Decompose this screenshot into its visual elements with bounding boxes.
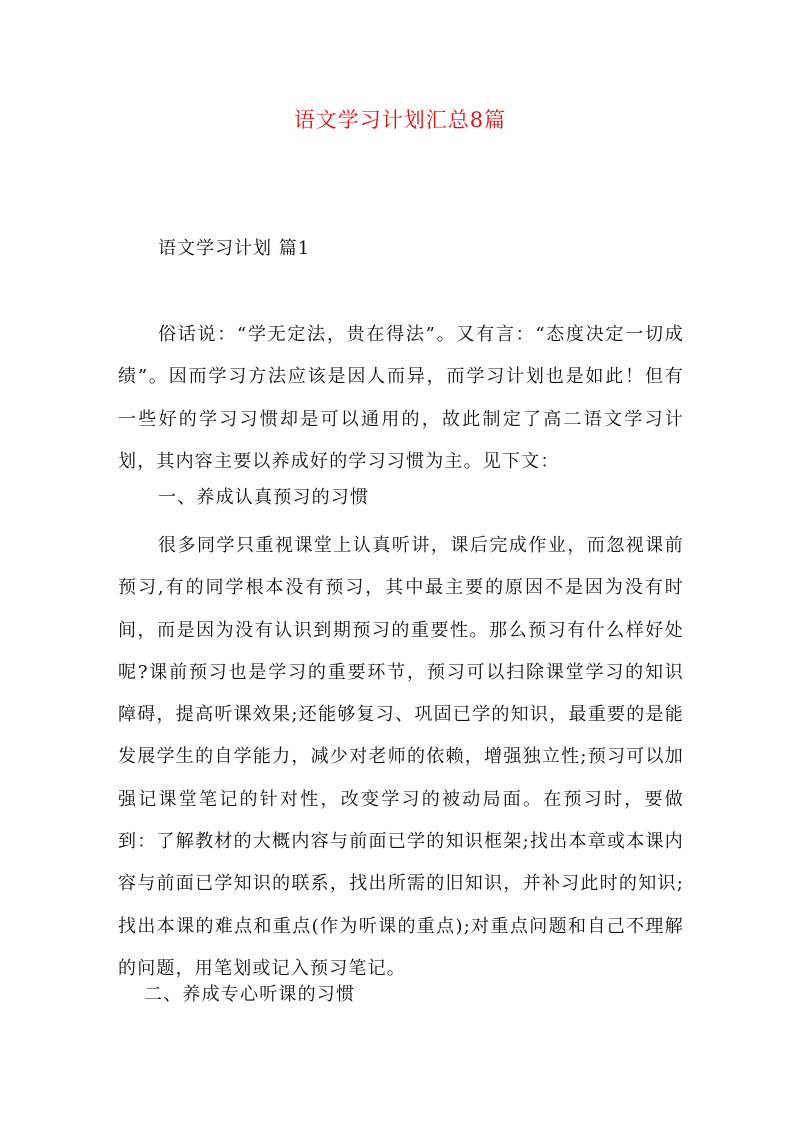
- document-title: 语文学习计划汇总8篇: [293, 108, 507, 132]
- heading-listening-habit: 二、养成专心听课的习惯: [144, 984, 356, 1005]
- intro-paragraph: 俗话说：“学无定法，贵在得法”。又有言：“态度决定一切成绩”。因而学习方法应该是因人而异，而学习计划也是如此！但有一些好的学习习惯却是可以通用的，故此制定了高二语文学习计划，其内容主要以养成好的学习习惯为主。见下文：: [118, 324, 684, 472]
- section-subheading: 语文学习计划 篇1: [158, 238, 311, 259]
- heading-preview-habit: 一、养成认真预习的习惯: [158, 487, 370, 508]
- preview-habit-paragraph: 很多同学只重视课堂上认真听讲，课后完成作业，而忽视课前预习,有的同学根本没有预习，其中最主要的原因不是因为没有时间，而是因为没有认识到期预习的重要性。那么预习有什么样好处呢?课前预习也是学习的重要环节，预习可以扫除课堂学习的知识障碍，提高听课效果;还能够复习、巩固已学的知识，最重要的是能发展学生的自学能力，减少对老师的依赖，增强独立性;预习可以加强记课堂笔记的针对性，改变学习的被动局面。在预习时，要做到：了解教材的大概内容与前面已学的知识框架;找出本章或本课内容与前面已学知识的联系，找出所需的旧知识，并补习此时的知识;找出本课的难点和重点(作为听课的重点);对重点问题和自己不理解的问题，用笔划或记入预习笔记。: [118, 535, 684, 979]
